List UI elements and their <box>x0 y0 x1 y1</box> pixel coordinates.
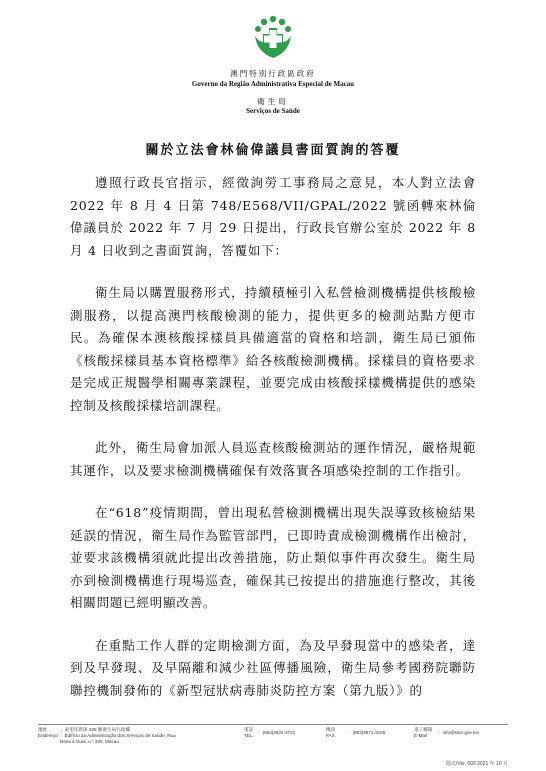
tel-label-en: TEL. <box>244 733 254 738</box>
footer-divider <box>38 724 508 725</box>
health-bureau-logo-icon <box>249 12 297 60</box>
address-zh: ：東望洋新街 339 號衛生局行政樓 <box>60 727 130 732</box>
fax-number: ：(853)2871-3105 <box>348 730 386 735</box>
government-name-chinese: 澳門特別行政區政府 <box>230 69 316 78</box>
paragraph-2: 衛生局以購置服務形式，持續積極引入私營檢測機構提供核酸檢測服務，以提高澳門核酸檢測的能力，提供更多的檢測站點方便市民。為確保本澳核酸採樣員具備適當的資格和培訓，衛生局已頒佈《核酸採樣員基本資格標準》給各核酸檢測機構。採樣員的資格要求是完成正規醫學相關專業課程，並要完成由核酸採樣機構提供的感染控制及核酸採樣培訓課程。 <box>70 285 476 413</box>
document-body <box>70 172 476 722</box>
paragraph-5: 在重點工作人群的定期檢測方面，為及早發現當中的感染者，達到及早發現、及早隔離和減少社區傳播風險，衛生局參考國務院聯防聯控機制發佈的《新型冠狀病毒肺炎防控方案（第九版）》的 <box>70 637 476 698</box>
email-address[interactable]: ：info@ssm.gov.mo <box>438 730 480 735</box>
paragraph-1: 遵照行政長官指示，經徵詢勞工事務局之意見，本人對立法會 2022 年 8 月 4 日第 748/E568/VII/GPAL/2022 號函轉來林倫偉議員於 2022 年 7 月 29 日提出，行政長官辦公室於 2022 年 8 月 4 日收到之書面質詢，答覆如下： <box>70 175 476 258</box>
address-label-zh: 地址 <box>38 727 48 732</box>
department-name-portuguese: Serviços de Saúde <box>246 107 300 115</box>
paragraph-4: 在“618”疫情期間，曾出現私營檢測機構出現失誤導致核檢結果延誤的情況，衛生局作為監管部門，已即時責成檢測機構作出檢討，並要求該機構須就此提出改善措施，防止類似事件再次發生。衛生局亦到檢測機構進行現場巡查，確保其已按提出的措施進行整改，其後相關問題已經明顯改善。 <box>70 505 476 610</box>
email-label-en: E-Mail <box>414 733 428 738</box>
email-label-zh: 電子郵箱 <box>414 727 433 732</box>
paragraph-3: 此外，衛生局會加派人員巡查核酸檢測站的運作情況，嚴格規範其運作，以及要求檢測機構確保有效落實各項感染控制的工作指引。 <box>70 440 476 478</box>
footer <box>38 727 508 757</box>
tel-number: ：(853)2831-3731 <box>258 730 296 735</box>
address-label-pt: Endereço <box>38 733 58 738</box>
version-label: 版次/Ver. 003 2021 年 10 月 <box>446 761 508 767</box>
address-pt: ：Edifício da Administração dos Serviços de Saúde, Rua Nova à Guia, n.º 339, Macau <box>60 733 176 744</box>
page-title: 關於立法會林倫偉議員書面質詢的答覆 <box>145 143 401 158</box>
tel-label-zh: 電話 <box>244 727 254 732</box>
fax-label-en: FAX. <box>326 733 336 738</box>
department-name-chinese: 衛生局 <box>257 97 289 106</box>
fax-label-zh: 傳真 <box>326 727 336 732</box>
government-name-portuguese: Governo da Região Administrativa Especial de Macau <box>191 80 355 88</box>
